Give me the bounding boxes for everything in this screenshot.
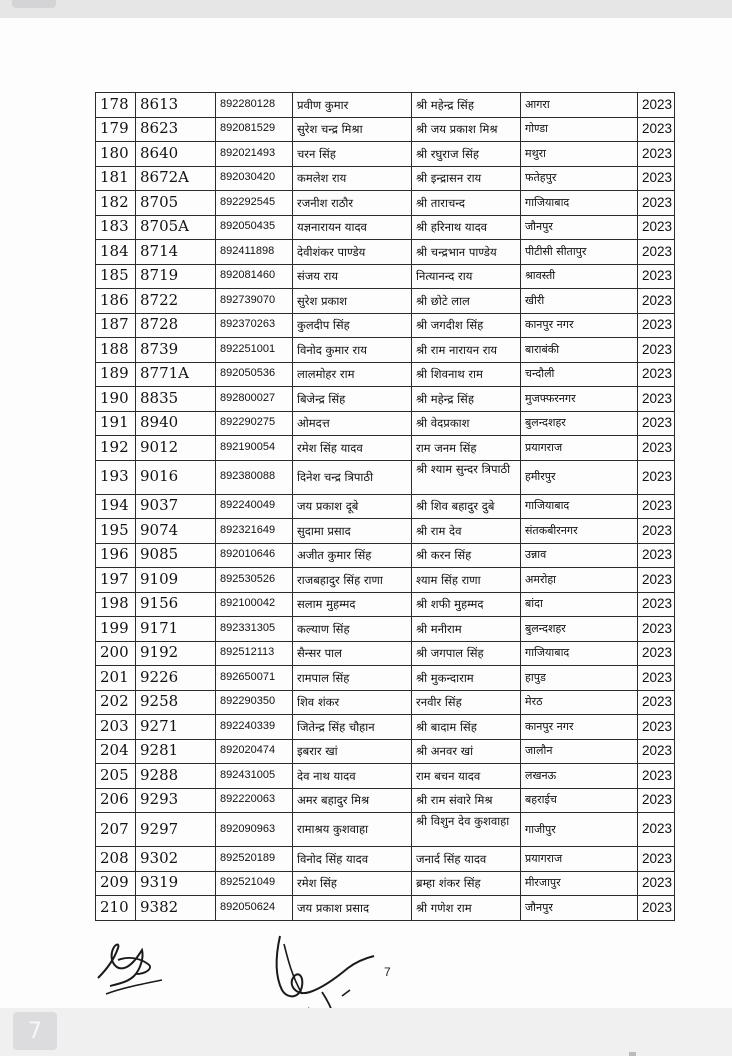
pno-cell: 892081529 bbox=[216, 117, 293, 142]
father-name-cell: श्री बादाम सिंह bbox=[412, 715, 521, 740]
year-cell: 2023 bbox=[638, 543, 675, 568]
pno-cell: 892020474 bbox=[216, 739, 293, 764]
table-row bbox=[96, 641, 675, 666]
roll-code-cell: 9293 bbox=[136, 788, 216, 813]
district-cell: श्रावस्ती bbox=[521, 264, 638, 289]
name-cell: देव नाथ यादव bbox=[293, 764, 412, 789]
roll-code-cell: 9037 bbox=[136, 494, 216, 519]
district-cell: गाजियाबाद bbox=[521, 641, 638, 666]
serial-number-cell: 195 bbox=[96, 519, 136, 544]
table-row bbox=[96, 847, 675, 872]
district-cell: हमीरपुर bbox=[521, 460, 638, 494]
district-cell: खीरी bbox=[521, 289, 638, 314]
roll-code-cell: 8705 bbox=[136, 191, 216, 216]
roll-code-cell: 8771A bbox=[136, 362, 216, 387]
district-cell: संतकबीरनगर bbox=[521, 519, 638, 544]
roll-code-cell: 9085 bbox=[136, 543, 216, 568]
father-name-cell: श्री मनीराम bbox=[412, 617, 521, 642]
serial-number-cell: 204 bbox=[96, 739, 136, 764]
name-cell: रामाश्रय कुशवाहा bbox=[293, 813, 412, 847]
father-name-cell: श्री विशुन देव कुशवाहा bbox=[412, 813, 521, 847]
year-cell: 2023 bbox=[638, 93, 675, 118]
year-cell: 2023 bbox=[638, 338, 675, 363]
roll-code-cell: 9271 bbox=[136, 715, 216, 740]
pno-cell: 892380088 bbox=[216, 460, 293, 494]
father-name-cell: श्री महेन्द्र सिंह bbox=[412, 387, 521, 412]
year-cell: 2023 bbox=[638, 191, 675, 216]
pno-cell: 892050536 bbox=[216, 362, 293, 387]
roll-code-cell: 8640 bbox=[136, 142, 216, 167]
viewer-top-tab[interactable] bbox=[12, 0, 56, 8]
roll-code-cell: 9192 bbox=[136, 641, 216, 666]
name-cell: सुरेश प्रकाश bbox=[293, 289, 412, 314]
year-cell: 2023 bbox=[638, 690, 675, 715]
name-cell: इबरार खां bbox=[293, 739, 412, 764]
table-row bbox=[96, 739, 675, 764]
pno-cell: 892370263 bbox=[216, 313, 293, 338]
year-cell: 2023 bbox=[638, 739, 675, 764]
year-cell: 2023 bbox=[638, 166, 675, 191]
district-cell: जालौन bbox=[521, 739, 638, 764]
year-cell: 2023 bbox=[638, 362, 675, 387]
father-name-cell: श्री शफी मुहम्मद bbox=[412, 592, 521, 617]
district-cell: जौनपुर bbox=[521, 896, 638, 921]
year-cell: 2023 bbox=[638, 460, 675, 494]
district-cell: मुजफ्फरनगर bbox=[521, 387, 638, 412]
father-name-cell: श्री छोटे लाल bbox=[412, 289, 521, 314]
district-cell: अमरोहा bbox=[521, 568, 638, 593]
roll-code-cell: 8613 bbox=[136, 93, 216, 118]
table-row bbox=[96, 592, 675, 617]
table-row bbox=[96, 240, 675, 265]
roll-code-cell: 9171 bbox=[136, 617, 216, 642]
table-body bbox=[96, 93, 675, 921]
father-name-cell: श्री गणेश राम bbox=[412, 896, 521, 921]
year-cell: 2023 bbox=[638, 436, 675, 461]
roll-code-cell: 8835 bbox=[136, 387, 216, 412]
name-cell: कुलदीप सिंह bbox=[293, 313, 412, 338]
table-row bbox=[96, 896, 675, 921]
year-cell: 2023 bbox=[638, 568, 675, 593]
district-cell: कानपुर नगर bbox=[521, 715, 638, 740]
name-cell: रमेश सिंह यादव bbox=[293, 436, 412, 461]
district-cell: जौनपुर bbox=[521, 215, 638, 240]
roll-code-cell: 9156 bbox=[136, 592, 216, 617]
father-name-cell: राम बचन यादव bbox=[412, 764, 521, 789]
district-cell: प्रयागराज bbox=[521, 436, 638, 461]
table-row bbox=[96, 813, 675, 847]
district-cell: पीटीसी सीतापुर bbox=[521, 240, 638, 265]
name-cell: ओमदत्त bbox=[293, 411, 412, 436]
serial-number-cell: 188 bbox=[96, 338, 136, 363]
table-row bbox=[96, 617, 675, 642]
father-name-cell: श्री शिव बहादुर दुबे bbox=[412, 494, 521, 519]
serial-number-cell: 180 bbox=[96, 142, 136, 167]
district-cell: उन्नाव bbox=[521, 543, 638, 568]
name-cell: रामपाल सिंह bbox=[293, 666, 412, 691]
table-row bbox=[96, 191, 675, 216]
serial-number-cell: 190 bbox=[96, 387, 136, 412]
name-cell: जितेन्द्र सिंह चौहान bbox=[293, 715, 412, 740]
viewer-top-strip bbox=[0, 0, 732, 18]
name-cell: जय प्रकाश प्रसाद bbox=[293, 896, 412, 921]
pno-cell: 892290275 bbox=[216, 411, 293, 436]
father-name-cell: श्री जय प्रकाश मिश्र bbox=[412, 117, 521, 142]
pno-cell: 892512113 bbox=[216, 641, 293, 666]
year-cell: 2023 bbox=[638, 494, 675, 519]
name-cell: चरन सिंह bbox=[293, 142, 412, 167]
serial-number-cell: 182 bbox=[96, 191, 136, 216]
name-cell: अमर बहादुर मिश्र bbox=[293, 788, 412, 813]
roll-code-cell: 9109 bbox=[136, 568, 216, 593]
pno-cell: 892292545 bbox=[216, 191, 293, 216]
year-cell: 2023 bbox=[638, 240, 675, 265]
name-cell: विनोद कुमार राय bbox=[293, 338, 412, 363]
pno-cell: 892290350 bbox=[216, 690, 293, 715]
serial-number-cell: 194 bbox=[96, 494, 136, 519]
roll-code-cell: 9319 bbox=[136, 871, 216, 896]
roll-code-cell: 8940 bbox=[136, 411, 216, 436]
serial-number-cell: 196 bbox=[96, 543, 136, 568]
table-row bbox=[96, 313, 675, 338]
name-cell: कमलेश राय bbox=[293, 166, 412, 191]
year-cell: 2023 bbox=[638, 142, 675, 167]
roll-code-cell: 9281 bbox=[136, 739, 216, 764]
pno-cell: 892050435 bbox=[216, 215, 293, 240]
district-cell: गोण्डा bbox=[521, 117, 638, 142]
name-cell: विनोद सिंह यादव bbox=[293, 847, 412, 872]
table-row bbox=[96, 215, 675, 240]
pno-cell: 892190054 bbox=[216, 436, 293, 461]
year-cell: 2023 bbox=[638, 519, 675, 544]
name-cell: सुदामा प्रसाद bbox=[293, 519, 412, 544]
serial-number-cell: 201 bbox=[96, 666, 136, 691]
table-row bbox=[96, 362, 675, 387]
table-row bbox=[96, 460, 675, 494]
serial-number-cell: 205 bbox=[96, 764, 136, 789]
table-row bbox=[96, 387, 675, 412]
name-cell: प्रवीण कुमार bbox=[293, 93, 412, 118]
father-name-cell: श्री जगदीश सिंह bbox=[412, 313, 521, 338]
father-name-cell: ब्रम्हा शंकर सिंह bbox=[412, 871, 521, 896]
roll-code-cell: 8739 bbox=[136, 338, 216, 363]
roll-code-cell: 9288 bbox=[136, 764, 216, 789]
district-cell: मथुरा bbox=[521, 142, 638, 167]
father-name-cell: श्री महेन्द्र सिंह bbox=[412, 93, 521, 118]
serial-number-cell: 179 bbox=[96, 117, 136, 142]
name-cell: जय प्रकाश दूबे bbox=[293, 494, 412, 519]
serial-number-cell: 184 bbox=[96, 240, 136, 265]
table-row bbox=[96, 519, 675, 544]
roll-code-cell: 8722 bbox=[136, 289, 216, 314]
roll-code-cell: 8714 bbox=[136, 240, 216, 265]
pno-cell: 892240339 bbox=[216, 715, 293, 740]
table-row bbox=[96, 93, 675, 118]
name-cell: कल्याण सिंह bbox=[293, 617, 412, 642]
table-row bbox=[96, 568, 675, 593]
district-cell: बुलन्दशहर bbox=[521, 411, 638, 436]
pno-cell: 892800027 bbox=[216, 387, 293, 412]
father-name-cell: श्री राम संवारे मिश्र bbox=[412, 788, 521, 813]
year-cell: 2023 bbox=[638, 215, 675, 240]
table-row bbox=[96, 494, 675, 519]
roll-code-cell: 9226 bbox=[136, 666, 216, 691]
father-name-cell: जनार्द सिंह यादव bbox=[412, 847, 521, 872]
pno-cell: 892530526 bbox=[216, 568, 293, 593]
pno-cell: 892050624 bbox=[216, 896, 293, 921]
pno-cell: 892100042 bbox=[216, 592, 293, 617]
pno-cell: 892739070 bbox=[216, 289, 293, 314]
year-cell: 2023 bbox=[638, 871, 675, 896]
father-name-cell: श्री जगपाल सिंह bbox=[412, 641, 521, 666]
name-cell: दिनेश चन्द्र त्रिपाठी bbox=[293, 460, 412, 494]
district-cell: बाराबंकी bbox=[521, 338, 638, 363]
pno-cell: 892331305 bbox=[216, 617, 293, 642]
serial-number-cell: 203 bbox=[96, 715, 136, 740]
serial-number-cell: 189 bbox=[96, 362, 136, 387]
district-cell: फतेहपुर bbox=[521, 166, 638, 191]
father-name-cell: श्री राम नारायन राय bbox=[412, 338, 521, 363]
serial-number-cell: 183 bbox=[96, 215, 136, 240]
father-name-cell: श्री मुकन्दाराम bbox=[412, 666, 521, 691]
father-name-cell: श्री हरिनाथ यादव bbox=[412, 215, 521, 240]
year-cell: 2023 bbox=[638, 896, 675, 921]
pno-cell: 892520189 bbox=[216, 847, 293, 872]
father-name-cell: श्री चन्द्रभान पाण्डेय bbox=[412, 240, 521, 265]
district-cell: कानपुर नगर bbox=[521, 313, 638, 338]
district-cell: गाजियाबाद bbox=[521, 494, 638, 519]
serial-number-cell: 197 bbox=[96, 568, 136, 593]
father-name-cell: श्री ताराचन्द bbox=[412, 191, 521, 216]
serial-number-cell: 193 bbox=[96, 460, 136, 494]
pno-cell: 892021493 bbox=[216, 142, 293, 167]
serial-number-cell: 192 bbox=[96, 436, 136, 461]
serial-number-cell: 181 bbox=[96, 166, 136, 191]
table-row bbox=[96, 543, 675, 568]
district-cell: बहराईच bbox=[521, 788, 638, 813]
table-row bbox=[96, 289, 675, 314]
father-name-cell: श्री करन सिंह bbox=[412, 543, 521, 568]
district-cell: मीरजापुर bbox=[521, 871, 638, 896]
pno-cell: 892090963 bbox=[216, 813, 293, 847]
year-cell: 2023 bbox=[638, 313, 675, 338]
year-cell: 2023 bbox=[638, 264, 675, 289]
viewer-bottom-bar bbox=[0, 1008, 732, 1056]
district-cell: बांदा bbox=[521, 592, 638, 617]
page-indicator-badge[interactable]: 7 bbox=[13, 1012, 57, 1050]
name-cell: रमेश सिंह bbox=[293, 871, 412, 896]
serial-number-cell: 191 bbox=[96, 411, 136, 436]
father-name-cell: श्याम सिंह राणा bbox=[412, 568, 521, 593]
serial-number-cell: 200 bbox=[96, 641, 136, 666]
father-name-cell: श्री अनवर खां bbox=[412, 739, 521, 764]
page-number: 7 bbox=[384, 965, 391, 979]
table-row bbox=[96, 142, 675, 167]
father-name-cell: रनवीर सिंह bbox=[412, 690, 521, 715]
name-cell: संजय राय bbox=[293, 264, 412, 289]
year-cell: 2023 bbox=[638, 117, 675, 142]
year-cell: 2023 bbox=[638, 641, 675, 666]
father-name-cell: राम जनम सिंह bbox=[412, 436, 521, 461]
father-name-cell: नित्यानन्द राय bbox=[412, 264, 521, 289]
table-row bbox=[96, 166, 675, 191]
name-cell: सैन्सर पाल bbox=[293, 641, 412, 666]
district-cell: बुलन्दशहर bbox=[521, 617, 638, 642]
roll-code-cell: 9302 bbox=[136, 847, 216, 872]
serial-number-cell: 206 bbox=[96, 788, 136, 813]
roll-code-cell: 8672A bbox=[136, 166, 216, 191]
roll-code-cell: 8623 bbox=[136, 117, 216, 142]
pno-cell: 892030420 bbox=[216, 166, 293, 191]
year-cell: 2023 bbox=[638, 666, 675, 691]
roll-code-cell: 9297 bbox=[136, 813, 216, 847]
name-cell: यज्ञनारायन यादव bbox=[293, 215, 412, 240]
table-row bbox=[96, 338, 675, 363]
year-cell: 2023 bbox=[638, 847, 675, 872]
name-cell: अजीत कुमार सिंह bbox=[293, 543, 412, 568]
table-row bbox=[96, 264, 675, 289]
serial-number-cell: 198 bbox=[96, 592, 136, 617]
year-cell: 2023 bbox=[638, 617, 675, 642]
name-cell: बिजेन्द्र सिंह bbox=[293, 387, 412, 412]
serial-number-cell: 210 bbox=[96, 896, 136, 921]
pno-cell: 892220063 bbox=[216, 788, 293, 813]
year-cell: 2023 bbox=[638, 715, 675, 740]
roll-code-cell: 8719 bbox=[136, 264, 216, 289]
viewer-corner-mark bbox=[629, 1052, 636, 1056]
roll-code-cell: 8705A bbox=[136, 215, 216, 240]
table-row bbox=[96, 764, 675, 789]
year-cell: 2023 bbox=[638, 592, 675, 617]
pno-cell: 892010646 bbox=[216, 543, 293, 568]
father-name-cell: श्री श्याम सुन्दर त्रिपाठी bbox=[412, 460, 521, 494]
name-cell: सलाम मुहम्मद bbox=[293, 592, 412, 617]
table-row bbox=[96, 436, 675, 461]
pno-cell: 892240049 bbox=[216, 494, 293, 519]
name-cell: रजनीश राठौर bbox=[293, 191, 412, 216]
year-cell: 2023 bbox=[638, 289, 675, 314]
serial-number-cell: 187 bbox=[96, 313, 136, 338]
pno-cell: 892081460 bbox=[216, 264, 293, 289]
district-cell: हापुड bbox=[521, 666, 638, 691]
serial-number-cell: 202 bbox=[96, 690, 136, 715]
year-cell: 2023 bbox=[638, 764, 675, 789]
pno-cell: 892411898 bbox=[216, 240, 293, 265]
roll-code-cell: 9012 bbox=[136, 436, 216, 461]
table-row bbox=[96, 117, 675, 142]
serial-number-cell: 207 bbox=[96, 813, 136, 847]
roll-code-cell: 9382 bbox=[136, 896, 216, 921]
name-cell: लालमोहर राम bbox=[293, 362, 412, 387]
district-cell: मेरठ bbox=[521, 690, 638, 715]
table-row bbox=[96, 666, 675, 691]
table-row bbox=[96, 715, 675, 740]
year-cell: 2023 bbox=[638, 411, 675, 436]
pno-cell: 892431005 bbox=[216, 764, 293, 789]
district-cell: चन्दौली bbox=[521, 362, 638, 387]
serial-number-cell: 209 bbox=[96, 871, 136, 896]
roll-code-cell: 8728 bbox=[136, 313, 216, 338]
roll-code-cell: 9016 bbox=[136, 460, 216, 494]
pno-cell: 892650071 bbox=[216, 666, 293, 691]
name-cell: देवीशंकर पाण्डेय bbox=[293, 240, 412, 265]
pno-cell: 892321649 bbox=[216, 519, 293, 544]
year-cell: 2023 bbox=[638, 788, 675, 813]
district-cell: आगरा bbox=[521, 93, 638, 118]
table-row bbox=[96, 411, 675, 436]
serial-number-cell: 199 bbox=[96, 617, 136, 642]
serial-number-cell: 185 bbox=[96, 264, 136, 289]
father-name-cell: श्री शिवनाथ राम bbox=[412, 362, 521, 387]
district-cell: गाजीपुर bbox=[521, 813, 638, 847]
signature-left-icon bbox=[88, 930, 178, 1000]
roll-code-cell: 9258 bbox=[136, 690, 216, 715]
serial-number-cell: 178 bbox=[96, 93, 136, 118]
father-name-cell: श्री वेदप्रकाश bbox=[412, 411, 521, 436]
pno-cell: 892251001 bbox=[216, 338, 293, 363]
name-cell: राजबहादुर सिंह राणा bbox=[293, 568, 412, 593]
table-row bbox=[96, 690, 675, 715]
father-name-cell: श्री इन्द्रासन राय bbox=[412, 166, 521, 191]
serial-number-cell: 186 bbox=[96, 289, 136, 314]
district-cell: गाजियाबाद bbox=[521, 191, 638, 216]
year-cell: 2023 bbox=[638, 387, 675, 412]
personnel-table bbox=[95, 92, 675, 921]
district-cell: लखनऊ bbox=[521, 764, 638, 789]
father-name-cell: श्री राम देव bbox=[412, 519, 521, 544]
year-cell: 2023 bbox=[638, 813, 675, 847]
table-row bbox=[96, 871, 675, 896]
pno-cell: 892280128 bbox=[216, 93, 293, 118]
district-cell: प्रयागराज bbox=[521, 847, 638, 872]
serial-number-cell: 208 bbox=[96, 847, 136, 872]
name-cell: सुरेश चन्द्र मिश्रा bbox=[293, 117, 412, 142]
pno-cell: 892521049 bbox=[216, 871, 293, 896]
name-cell: शिव शंकर bbox=[293, 690, 412, 715]
father-name-cell: श्री रघुराज सिंह bbox=[412, 142, 521, 167]
table-row bbox=[96, 788, 675, 813]
roll-code-cell: 9074 bbox=[136, 519, 216, 544]
